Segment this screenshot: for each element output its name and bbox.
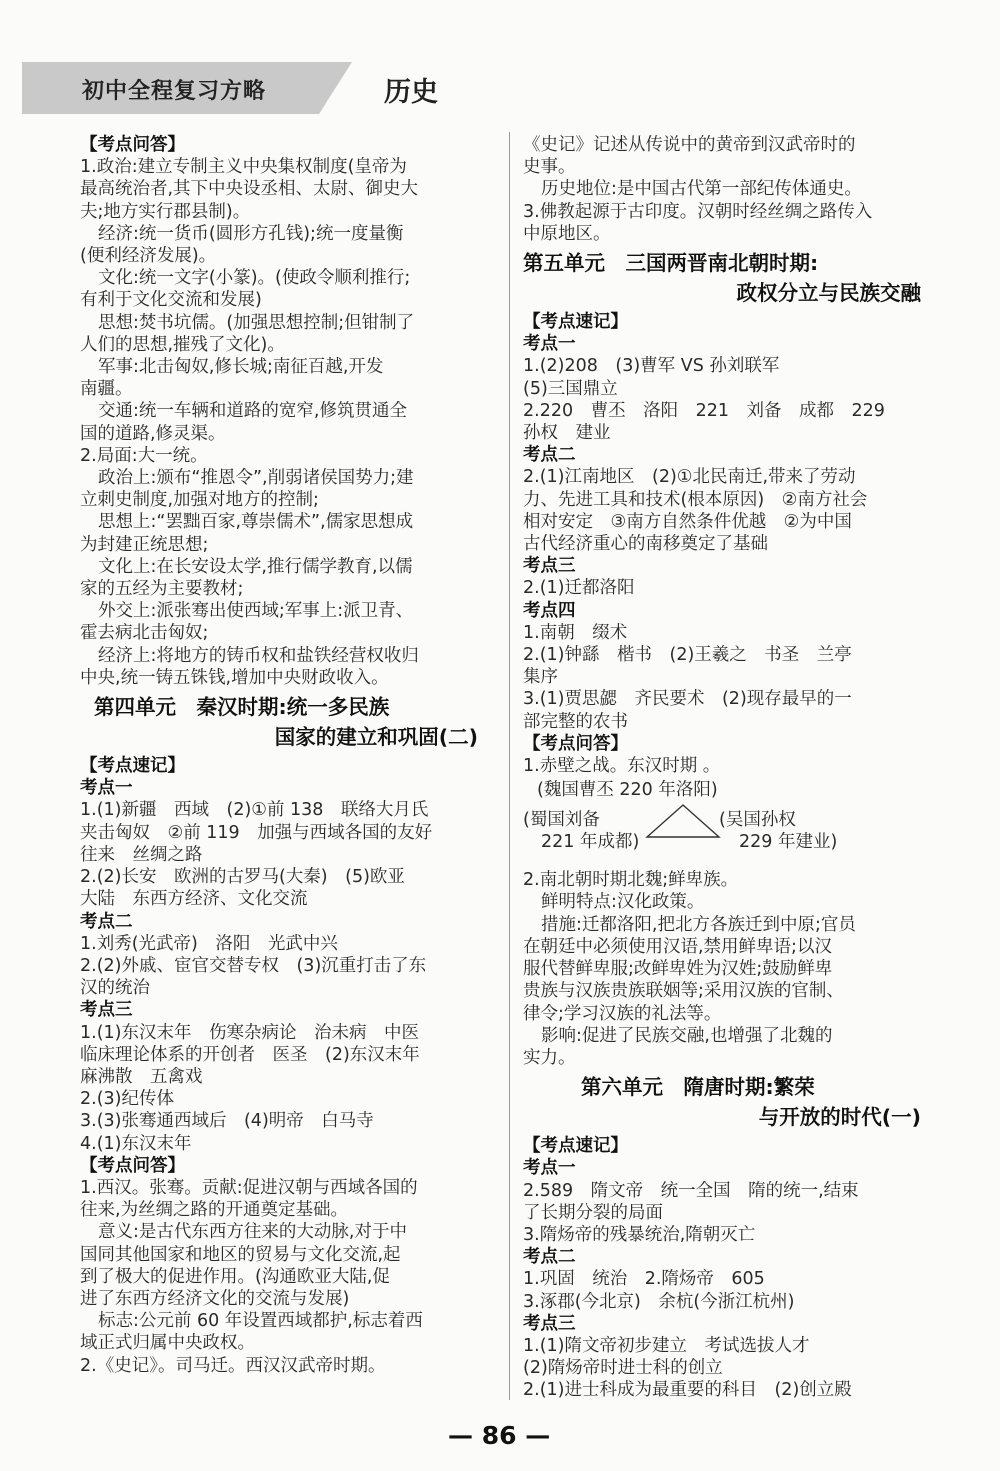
text-line: (2)隋炀帝时进士科的创立: [523, 1358, 723, 1379]
text-line: 1.政治:建立专制主义中央集权制度(皇帝为: [80, 157, 407, 178]
unit4-heading-line1: 第四单元 秦汉时期:统一多民族: [94, 695, 390, 720]
text-line: 南疆。: [80, 379, 133, 400]
section-label: 考点三: [523, 1313, 576, 1334]
text-line: 夹击匈奴 ②前 119 加强与西域各国的友好: [80, 822, 433, 843]
section-label: 考点三: [80, 1000, 133, 1021]
text-line: 域正式归属中央政权。: [80, 1333, 255, 1354]
text-line: 3.隋炀帝的残暴统治,隋朝灭亡: [523, 1224, 756, 1245]
text-line: 2.(1)钟繇 楷书 (2)王羲之 书圣 兰亭: [523, 645, 852, 666]
text-line: 2.《史记》。司马迁。西汉汉武帝时期。: [80, 1355, 386, 1376]
text-line: 2.(2)长安 欧洲的古罗马(大秦) (5)欧亚: [80, 867, 405, 888]
text-line: 中央,统一铸五铢钱,增加中央财政收入。: [80, 667, 389, 688]
text-line: 集序: [523, 667, 558, 688]
diagram-left-2: 221 年成都): [541, 832, 640, 853]
text-line: 1.巩固 统治 2.隋炀帝 605: [523, 1269, 765, 1290]
section-label: 考点一: [523, 334, 576, 355]
text-line: 有利于文化交流和发展): [80, 290, 262, 311]
diagram-right-2: 229 年建业): [739, 832, 838, 853]
text-line: 中原地区。: [523, 223, 611, 244]
text-line: 军事:北击匈奴,修长城;南征百越,开发: [98, 357, 384, 378]
text-line: 政治上:颁布“推恩令”,削弱诸侯国势力;建: [98, 468, 414, 489]
text-line: 1.(1)新疆 西域 (2)①前 138 联络大月氏: [80, 800, 429, 821]
text-line: 2.(2)外戚、宦官交替专权 (3)沉重打击了东: [80, 955, 427, 976]
triangle-icon: [645, 803, 721, 839]
text-line: 了长期分裂的局面: [523, 1202, 663, 1223]
book-title: 初中全程复习方略: [82, 79, 267, 104]
section-label: 考点二: [523, 445, 576, 466]
text-line: 家的五经为主要教材;: [80, 579, 244, 600]
text-line: 标志:公元前 60 年设置西域都护,标志着西: [98, 1311, 423, 1332]
text-line: 到了极大的促进作用。(沟通欧亚大陆,促: [80, 1266, 390, 1287]
text-line: 最高统治者,其下中央设丞相、太尉、御史大: [80, 179, 419, 200]
text-line: 1.西汉。张骞。贡献:促进汉朝与西域各国的: [80, 1177, 418, 1198]
unit5-heading-line1: 第五单元 三国两晋南北朝时期:: [523, 251, 819, 276]
text-line: 2.南北朝时期北魏;鲜卑族。: [523, 870, 739, 891]
section-label: 【考点速记】: [523, 1136, 628, 1157]
text-line: 历史地位:是中国古代第一部纪传体通史。: [541, 179, 862, 200]
unit6-heading: [523, 1072, 941, 1132]
text-line: 3.(1)贾思勰 齐民要术 (2)现存最早的一: [523, 689, 852, 710]
text-line: 2.(3)纪传体: [80, 1089, 174, 1110]
text-line: 外交上:派张骞出使西域;军事上:派卫青、: [98, 601, 414, 622]
text-line: 思想上:“罢黜百家,尊崇儒术”,儒家思想成: [98, 512, 414, 533]
section-label: 【考点问答】: [80, 135, 185, 155]
right-column: [523, 134, 941, 1402]
section-label: 考点四: [523, 600, 576, 621]
text-line: 经济:统一货币(圆形方孔钱);统一度量衡: [98, 223, 404, 244]
text-line: 往来,为丝绸之路的开通奠定基础。: [80, 1200, 349, 1221]
text-line: 3.佛教起源于古印度。汉朝时经丝绸之路传入: [523, 201, 873, 222]
text-line: 在朝廷中必须使用汉语,禁用鲜卑语;以汉: [523, 936, 832, 957]
left-column: [80, 134, 498, 1377]
unit4-heading: [80, 692, 498, 752]
text-line: 措施:迁都洛阳,把北方各族迁到中原;官员: [541, 914, 856, 935]
section-label: 【考点问答】: [523, 733, 628, 754]
section-label: 考点一: [523, 1158, 576, 1179]
text-line: 夫;地方实行郡县制)。: [80, 201, 251, 222]
text-line: 进了东西方经济文化的交流与发展): [80, 1288, 350, 1309]
section-label: 考点二: [80, 911, 133, 932]
text-line: 力、先进工具和技术(根本原因) ②南方社会: [523, 489, 868, 510]
text-line: 2.220 曹丕 洛阳 221 刘备 成都 229: [523, 400, 885, 421]
text-line: 思想:焚书坑儒。(加强思想控制;但钳制了: [98, 312, 415, 333]
text-line: 2.589 隋文帝 统一全国 隋的统一,结束: [523, 1180, 859, 1201]
text-line: (便利经济发展)。: [80, 246, 217, 267]
text-line: 人们的思想,摧残了文化)。: [80, 334, 285, 355]
diagram-top: (魏国曹丕 220 年洛阳): [537, 780, 718, 801]
text-line: (5)三国鼎立: [523, 378, 618, 399]
text-line: 1.赤壁之战。东汉时期 。: [523, 756, 721, 777]
text-line: 1.(2)208 (3)曹军 VS 孙刘联军: [523, 356, 780, 377]
text-line: 孙权 建业: [523, 423, 611, 444]
text-line: 2.(1)进士科成为最重要的科目 (2)创立殿: [523, 1380, 852, 1401]
section-label: 考点二: [523, 1247, 576, 1268]
text-line: 2.(1)江南地区 (2)①北民南迁,带来了劳动: [523, 467, 856, 488]
section-label: 【考点问答】: [80, 1155, 185, 1176]
text-line: 大陆 东西方经济、文化交流: [80, 889, 308, 910]
text-line: 古代经济重心的南移奠定了基础: [523, 534, 768, 555]
subject-title: 历史: [384, 77, 438, 108]
text-line: 国的道路,修灵渠。: [80, 423, 226, 444]
text-line: 部完整的农书: [523, 711, 628, 732]
text-line: 往来 丝绸之路: [80, 844, 203, 865]
unit6-heading-line1: 第六单元 隋唐时期:繁荣: [581, 1075, 815, 1100]
page-header: [22, 62, 462, 114]
section-label: 考点三: [523, 556, 576, 577]
unit5-heading-line2: 政权分立与民族交融: [736, 281, 921, 306]
text-line: 3.涿郡(今北京) 余杭(今浙江杭州): [523, 1291, 795, 1312]
text-line: 3.(3)张骞通西域后 (4)明帝 白马寺: [80, 1111, 374, 1132]
text-line: 贵族与汉族贵族联姻等;采用汉族的官制、: [523, 981, 844, 1002]
text-line: 2.局面:大一统。: [80, 445, 208, 466]
page-number: — 86 —: [448, 1421, 551, 1450]
unit5-heading: [523, 248, 941, 308]
text-line: 服代替鲜卑服;改鲜卑姓为汉姓;鼓励鲜卑: [523, 959, 833, 980]
text-line: 1.南朝 缀术: [523, 622, 628, 643]
section-label: 【考点速记】: [80, 756, 185, 777]
text-line: 临床理论体系的开创者 医圣 (2)东汉末年: [80, 1044, 420, 1065]
unit6-heading-line2: 与开放的时代(一): [758, 1105, 921, 1130]
section-label: 考点一: [80, 778, 133, 799]
text-line: 1.(1)隋文帝初步建立 考试选拔人才: [523, 1335, 810, 1356]
text-line: 汉的统治: [80, 978, 150, 999]
text-line: 鲜明特点:汉化政策。: [541, 892, 705, 913]
text-line: 为封建正统思想;: [80, 534, 209, 555]
text-line: 4.(1)东汉末年: [80, 1133, 192, 1154]
diagram-right-1: (吴国孙权: [719, 810, 796, 831]
text-line: 《史记》记述从传说中的黄帝到汉武帝时的: [523, 135, 856, 155]
column-divider: [509, 132, 510, 1400]
text-line: 史事。: [523, 157, 576, 178]
text-line: 相对安定 ③南方自然条件优越 ②为中国: [523, 511, 852, 532]
text-line: 影响:促进了民族交融,也增强了北魏的: [541, 1025, 833, 1046]
text-line: 霍去病北击匈奴;: [80, 623, 209, 644]
section-label: 【考点速记】: [523, 312, 628, 333]
text-line: 交通:统一车辆和道路的宽窄,修筑贯通全: [98, 401, 407, 422]
text-line: 文化上:在长安设太学,推行儒学教育,以儒: [98, 556, 413, 577]
text-line: 实力。: [523, 1047, 576, 1068]
text-line: 律令;学习汉族的礼法等。: [523, 1003, 722, 1024]
text-line: 2.(1)迁都洛阳: [523, 578, 635, 599]
text-line: 麻沸散 五禽戏: [80, 1066, 203, 1087]
text-line: 立刺史制度,加强对地方的控制;: [80, 490, 319, 511]
text-line: 文化:统一文字(小篆)。(使政令顺利推行;: [98, 268, 411, 289]
text-line: 1.(1)东汉末年 伤寒杂病论 治未病 中医: [80, 1022, 419, 1043]
text-line: 国同其他国家和地区的贸易与文化交流,起: [80, 1244, 401, 1265]
text-line: 意义:是古代东西方往来的大动脉,对于中: [98, 1222, 407, 1243]
unit4-heading-line2: 国家的建立和巩固(二): [274, 725, 478, 750]
text-line: 经济上:将地方的铸币权和盐铁经营权收归: [98, 645, 419, 666]
text-line: 1.刘秀(光武帝) 洛阳 光武中兴: [80, 933, 338, 954]
three-kingdoms-diagram: [523, 779, 941, 867]
diagram-left-1: (蜀国刘备: [523, 810, 600, 831]
